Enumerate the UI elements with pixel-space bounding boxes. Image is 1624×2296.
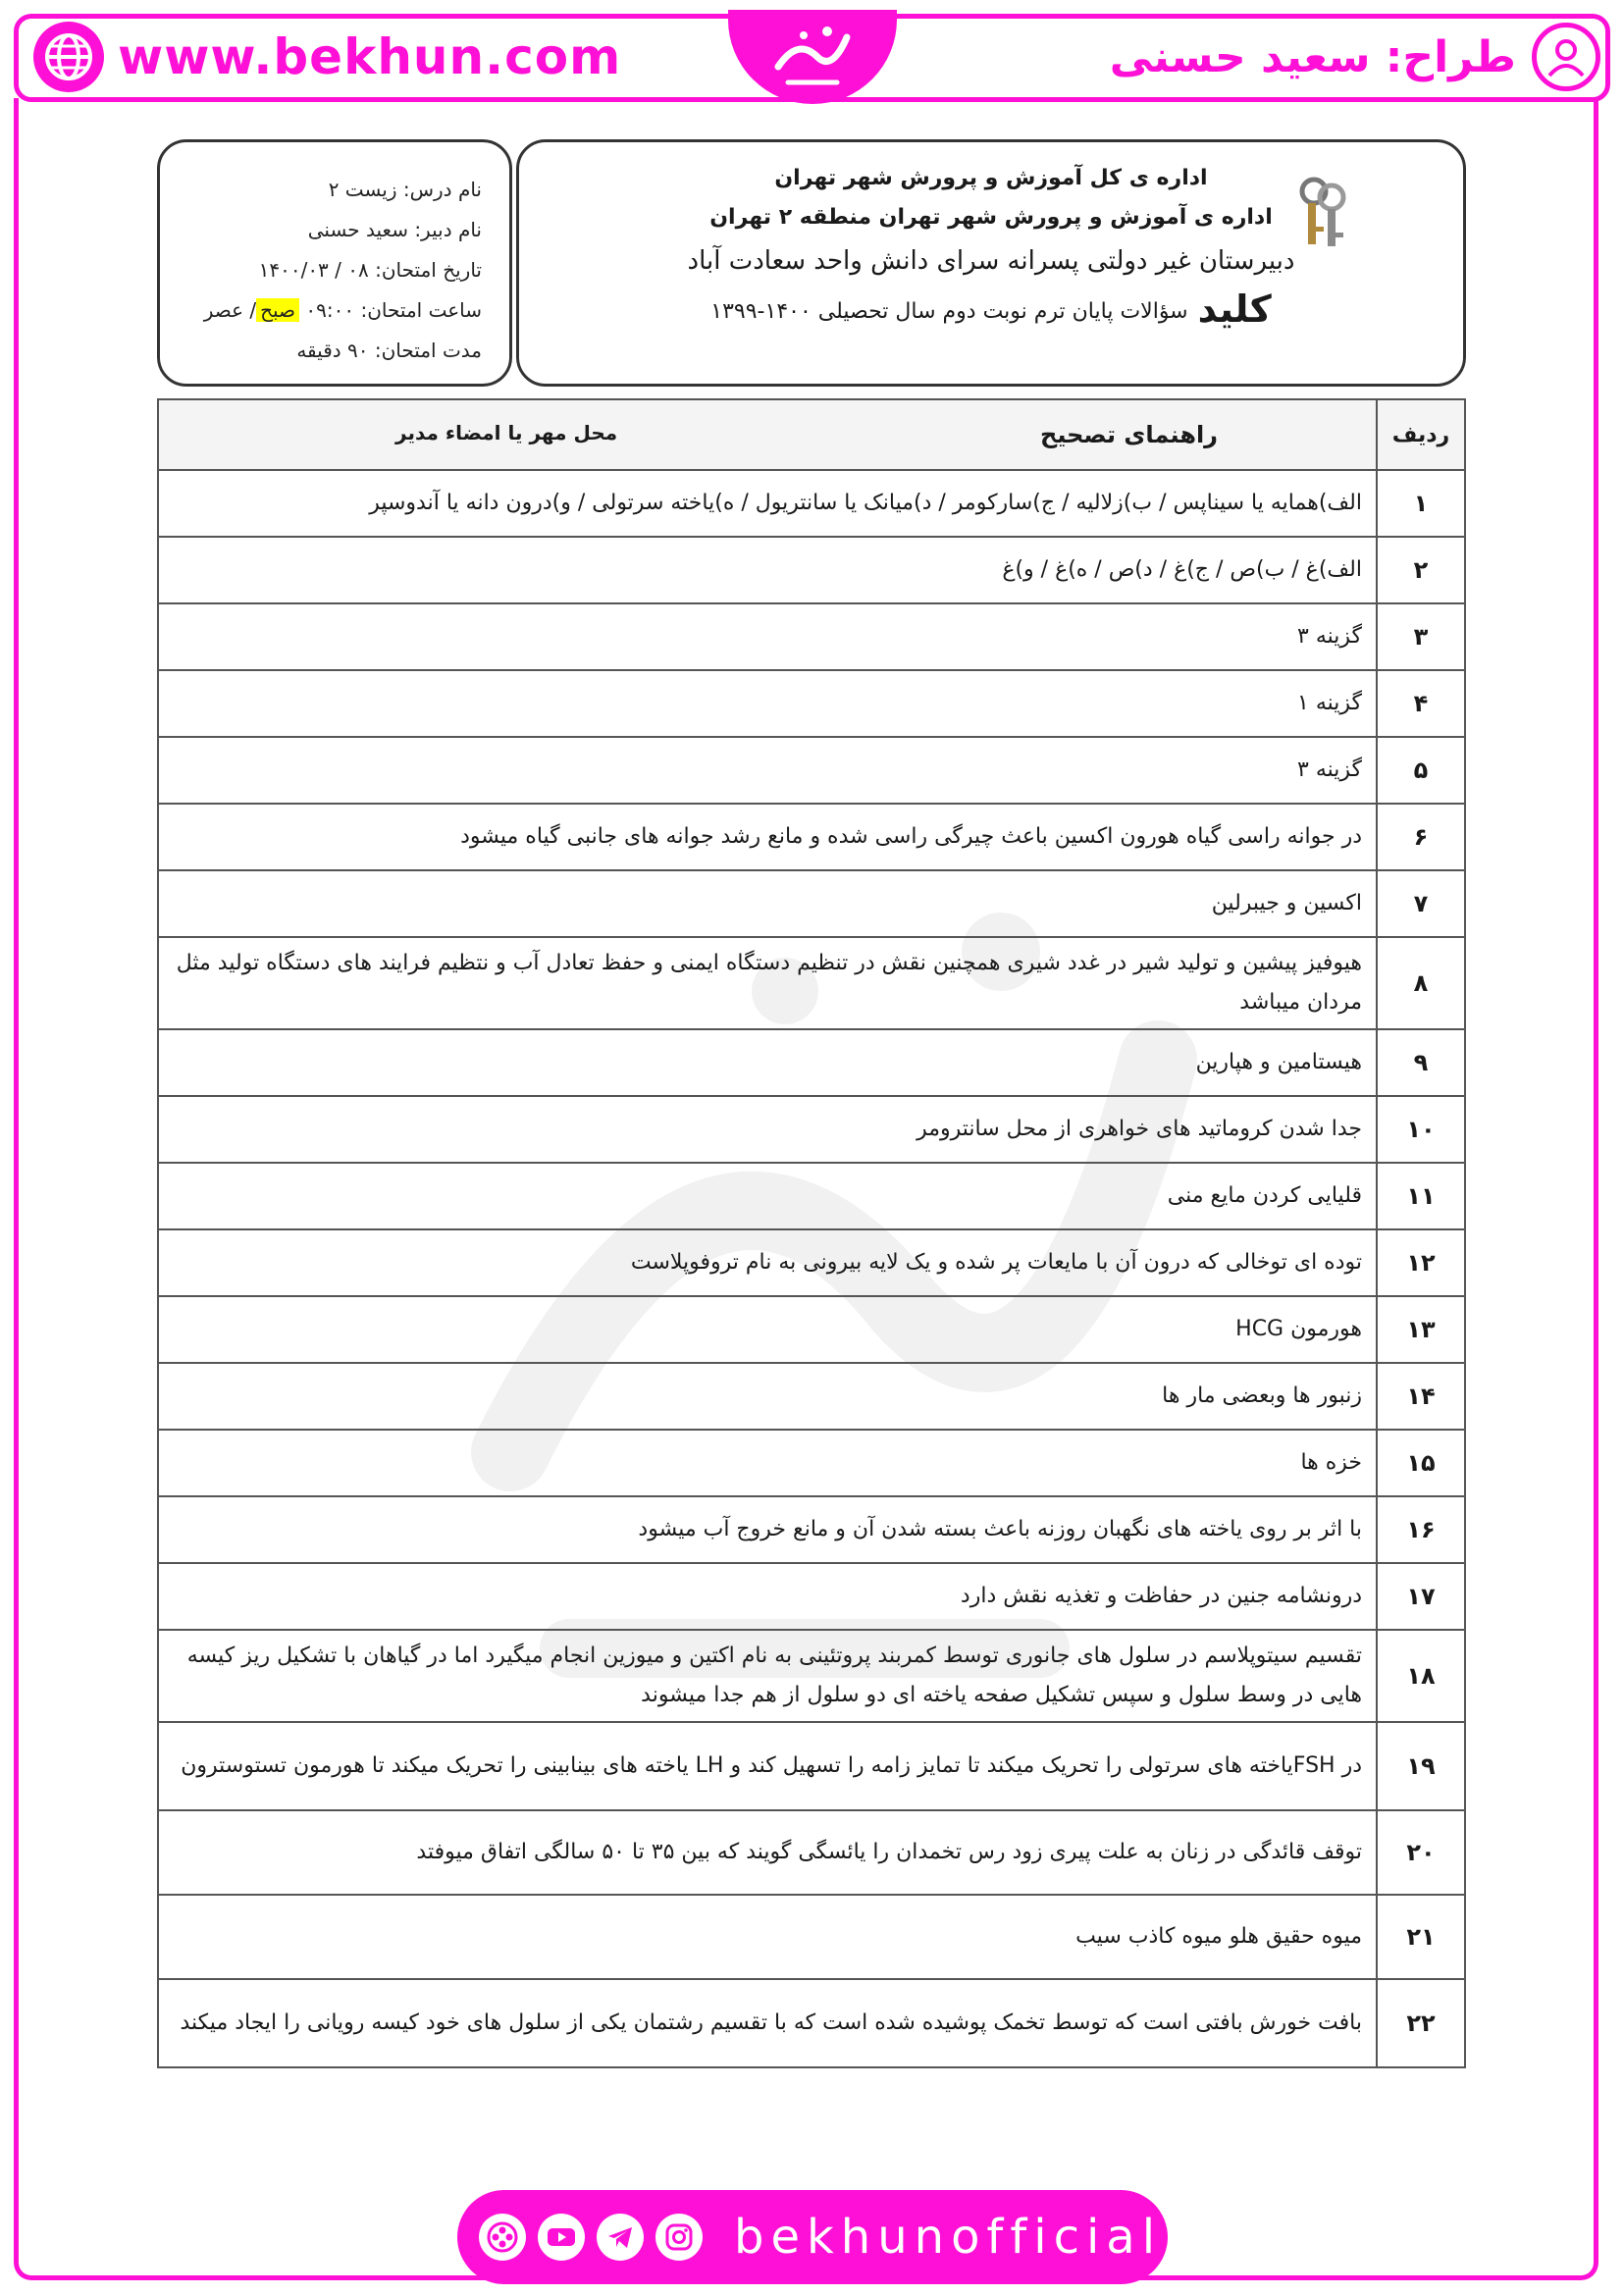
exam-time-morning: صبح (256, 298, 299, 322)
teacher: نام دبیر: سعید حسنی (307, 218, 482, 241)
aparat-icon[interactable] (479, 2214, 526, 2261)
table-row (158, 1296, 1465, 1363)
row-number: ۴ (1377, 670, 1465, 737)
social-handle[interactable]: bekhunofficial (734, 2210, 1163, 2265)
row-answer: بافت خورش بافتی است که توسط تخمک پوشیده شده است که با تقسیم رشتمان یکی از سلول های خود کیسه رویانی را ایجاد میکند (158, 1979, 1377, 2067)
table-row (158, 1563, 1465, 1630)
row-answer: هیستامین و هپارین (158, 1029, 1377, 1096)
row-number: ۲ (1377, 537, 1465, 603)
exam-title-text: سؤالات پایان ترم نوبت دوم سال تحصیلی ۱۴۰۰-۱۳۹۹ (710, 299, 1188, 324)
table-row (158, 1496, 1465, 1563)
exam-info-box (157, 139, 512, 387)
row-number: ۱ (1377, 470, 1465, 537)
row-number: ۳ (1377, 603, 1465, 670)
school-line-2: اداره ی آموزش و پرورش شهر تهران منطقه ۲ تهران (709, 205, 1273, 230)
user-icon (1532, 23, 1600, 91)
globe-icon (33, 22, 104, 92)
row-number: ۱۷ (1377, 1563, 1465, 1630)
table-row (158, 1630, 1465, 1722)
seal-title: محل مهر یا امضاء مدیر (395, 421, 618, 444)
row-answer: قلیایی کردن مایع منی (158, 1163, 1377, 1229)
row-number: ۱۲ (1377, 1229, 1465, 1296)
exam-duration: مدت امتحان: ۹۰ دقیقه (296, 339, 482, 362)
row-number: ۱۹ (1377, 1722, 1465, 1810)
table-row (158, 670, 1465, 737)
subject: نام درس: زیست ۲ (328, 178, 482, 201)
row-number: ۹ (1377, 1029, 1465, 1096)
designer-credit (1110, 22, 1600, 92)
row-number: ۱۸ (1377, 1630, 1465, 1722)
row-answer: گزینه ۱ (158, 670, 1377, 737)
row-answer: با اثر بر روی یاخته های نگهبان روزنه باعث بسته شدن آن و مانع خروج آب میشود (158, 1496, 1377, 1563)
row-number: ۷ (1377, 870, 1465, 937)
exam-time-prefix: ساعت امتحان: ۰۹:۰۰ (305, 298, 482, 322)
table-row (158, 1363, 1465, 1430)
row-answer: زنبور ها وبعضی مار ها (158, 1363, 1377, 1430)
row-number: ۲۲ (1377, 1979, 1465, 2067)
row-answer: در جوانه راسی گیاه هورون اکسین باعث چیرگی راسی شده و مانع رشد جوانه های جانبی گیاه میشود (158, 804, 1377, 870)
row-answer: گزینه ۳ (158, 603, 1377, 670)
table-row (158, 537, 1465, 603)
col-num-header: ردیف (1377, 399, 1465, 470)
row-number: ۶ (1377, 804, 1465, 870)
row-answer: در FSHیاخته های سرتولی را تحریک میکند تا تمایز زامه را تسهیل کند و LH یاخته های بینابینی را تحریک میکند تا هورمون تستوسترون (158, 1722, 1377, 1810)
row-answer: خزه ها (158, 1430, 1377, 1496)
table-row (158, 1029, 1465, 1096)
row-number: ۱۳ (1377, 1296, 1465, 1363)
row-answer: درونشامه جنین در حفاظت و تغذیه نقش دارد (158, 1563, 1377, 1630)
row-answer: گزینه ۳ (158, 737, 1377, 804)
table-header-row (158, 399, 1465, 470)
instagram-icon[interactable] (655, 2214, 703, 2261)
table-row (158, 603, 1465, 670)
site-url[interactable]: www.bekhun.com (118, 28, 622, 85)
answer-table (157, 398, 1466, 2068)
table-row (158, 1722, 1465, 1810)
table-row (158, 1895, 1465, 1979)
row-answer: جدا شدن کروماتید های خواهری از محل سانترومر (158, 1096, 1377, 1163)
table-row (158, 737, 1465, 804)
exam-time (180, 290, 482, 331)
exam-title (519, 287, 1463, 331)
table-row (158, 1096, 1465, 1163)
row-number: ۸ (1377, 937, 1465, 1029)
exam-date: تاریخ امتحان: ۰۸ / ۱۴۰۰/۰۳ (258, 258, 482, 282)
table-row (158, 1163, 1465, 1229)
table-row (158, 1979, 1465, 2067)
table-row (158, 1810, 1465, 1895)
row-answer: توقف قائدگی در زنان به علت پیری زود رس تخمدان را یائسگی گویند که بین ۳۵ تا ۵۰ سالگی اتفاق میوفتد (158, 1810, 1377, 1895)
row-answer: توده ای توخالی که درون آن با مایعات پر شده و یک لایه بیرونی به نام تروفوپلاست (158, 1229, 1377, 1296)
school-header-box (516, 139, 1466, 387)
row-answer: میوه حقیق هلو میوه کاذب سیب (158, 1895, 1377, 1979)
site-link[interactable] (33, 22, 621, 92)
row-number: ۵ (1377, 737, 1465, 804)
social-bar (457, 2190, 1168, 2284)
table-row (158, 1430, 1465, 1496)
table-row (158, 870, 1465, 937)
table-row (158, 804, 1465, 870)
table-row (158, 1229, 1465, 1296)
row-number: ۱۶ (1377, 1496, 1465, 1563)
row-number: ۱۴ (1377, 1363, 1465, 1430)
row-number: ۲۱ (1377, 1895, 1465, 1979)
designer-name: طراح: سعید حسنی (1109, 31, 1516, 82)
row-number: ۱۵ (1377, 1430, 1465, 1496)
youtube-icon[interactable] (538, 2214, 585, 2261)
row-answer: هورمون HCG (158, 1296, 1377, 1363)
row-answer: الف)همایه یا سیناپس / ب)زلالیه / ج)سارکومر / د)میانک یا سانتریول / ه)یاخته سرتولی / و)درون دانه یا آندوسپر (158, 470, 1377, 537)
row-number: ۱۱ (1377, 1163, 1465, 1229)
table-row (158, 470, 1465, 537)
row-number: ۱۰ (1377, 1096, 1465, 1163)
row-answer: اکسین و جیبرلین (158, 870, 1377, 937)
key-label: کلید (1197, 287, 1272, 331)
exam-time-suffix: / عصر (203, 298, 257, 322)
row-number: ۲۰ (1377, 1810, 1465, 1895)
table-row (158, 937, 1465, 1029)
school-line-1: اداره ی کل آموزش و پرورش شهر تهران (774, 166, 1208, 190)
school-name: دبیرستان غیر دولتی پسرانه سرای دانش واحد سعادت آباد (687, 246, 1295, 276)
row-answer: تقسیم سیتوپلاسم در سلول های جانوری توسط کمربند پروتئینی به نام اکتین و میوزین انجام میگیرد اما در گیاهان با تشکیل ریز کیسه هایی در وسط سلول و سپس تشکیل صفحه یاخته ای دو سلول از هم جدا میشوند (158, 1630, 1377, 1722)
row-answer: الف)غ / ب)ص / ج)غ / د)ص / ه)غ / و)غ (158, 537, 1377, 603)
telegram-icon[interactable] (597, 2214, 644, 2261)
col-guide-header (158, 399, 1377, 470)
row-answer: هیوفیز پیشین و تولید شیر در غدد شیری همچنین نقش در تنظیم دستگاه ایمنی و حفظ تعادل آب و نتظیم فرایند های دستگاه تولید مثل مردان میباشد (158, 937, 1377, 1029)
guide-title: راهنمای تصحیح (1040, 421, 1218, 448)
